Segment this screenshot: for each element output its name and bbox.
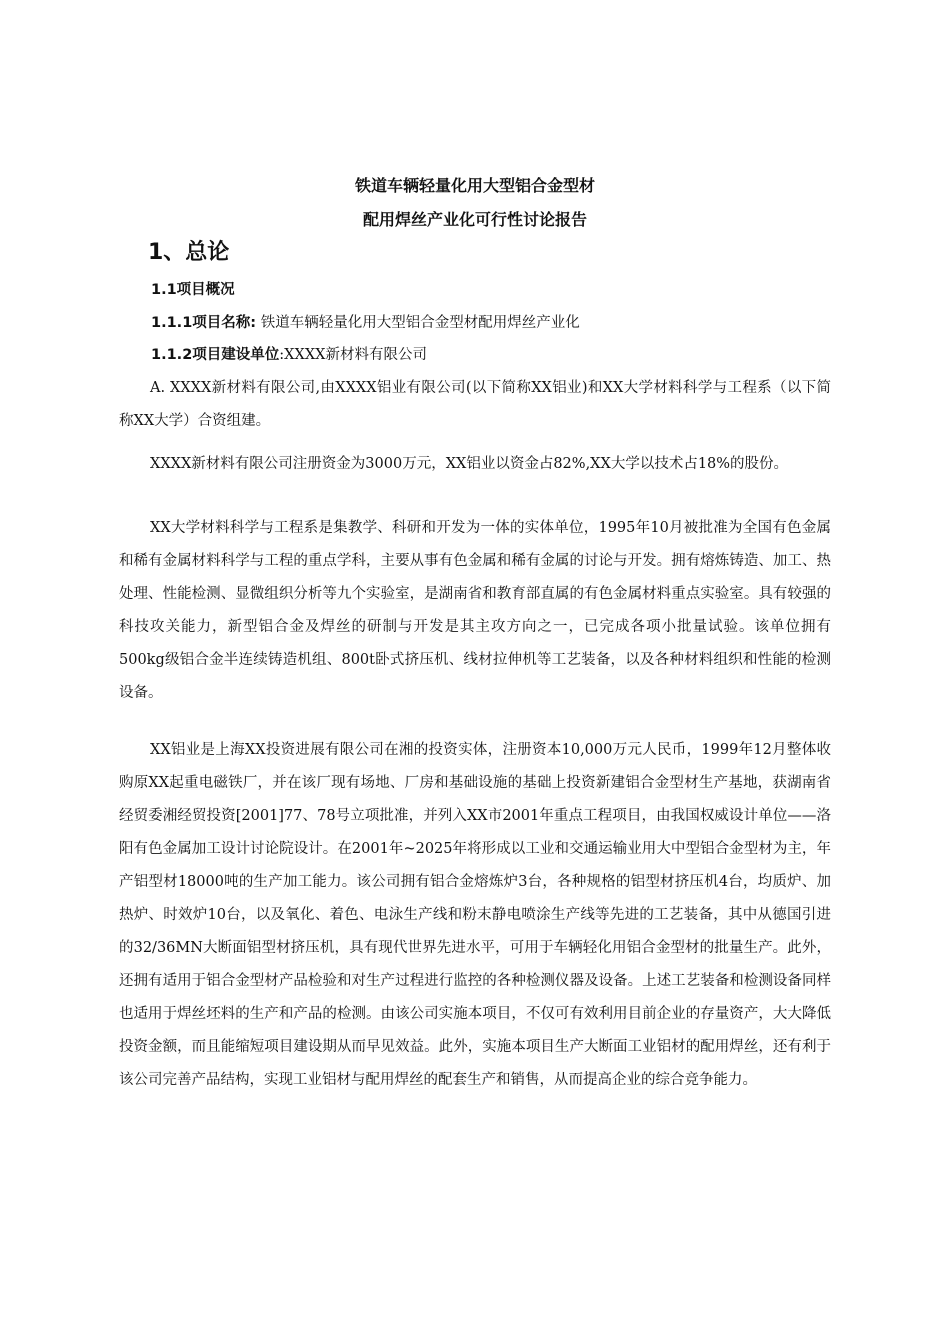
section-heading: 1、总论 xyxy=(148,240,230,265)
construction-unit-value: :XXXX新材料有限公司 xyxy=(279,347,427,363)
project-name-value: 铁道车辆轻量化用大型铝合金型材配用焊丝产业化 xyxy=(256,315,580,331)
project-name-label: 1.1.1项目名称: xyxy=(151,315,257,331)
paragraph-registered-capital: XXXX新材料有限公司注册资金为3000万元，XX铝业以资金占82%,XX大学以技术占18%的股份。 xyxy=(150,456,789,472)
construction-unit-item xyxy=(151,345,427,365)
project-name-item xyxy=(151,313,580,333)
paragraph-university-department: XX大学材料科学与工程系是集教学、科研和开发为一体的实体单位，1995年10月被批准为全国有色金属和稀有金属材料科学与工程的重点学科，主要从事有色金属和稀有金属的讨论与开发。拥有熔炼铸造、加工、热处理、性能检测、显微组织分析等九个实验室，是湖南省和教育部直属的有色金属材料重点实验室。具有较强的科技攻关能力，新型铝合金及焊丝的研制与开发是其主攻方向之一，已完成各项小批量试验。该单位拥有500kg级铝合金半连续铸造机组、800t卧式挤压机、线材拉伸机等工艺装备，以及各种材料组织和性能的检测设备。 xyxy=(119,520,831,701)
subsection-heading: 1.1项目概况 xyxy=(151,282,235,298)
document-title-line-1: 铁道车辆轻量化用大型铝合金型材 xyxy=(354,176,595,195)
document-title-line-2: 配用焊丝产业化可行性讨论报告 xyxy=(362,210,587,229)
construction-unit-label: 1.1.2项目建设单位 xyxy=(151,347,280,363)
paragraph-company-formation: A. XXXX新材料有限公司,由XXXX铝业有限公司(以下简称XX铝业)和XX大学材料科学与工程系（以下简称XX大学）合资组建。 xyxy=(119,380,831,429)
paragraph-aluminum-company: XX铝业是上海XX投资进展有限公司在湘的投资实体，注册资本10,000万元人民币，1999年12月整体收购原XX起重电磁铁厂，并在该厂现有场地、厂房和基础设施的基础上投资新建铝合金型材生产基地，获湖南省经贸委湘经贸投资[2001]77、78号立项批准，并列入XX市2001年重点工程项目，由我国权威设计单位——洛阳有色金属加工设计讨论院设计。在2001年~2025年将形成以工业和交通运输业用大中型铝合金型材为主，年产铝型材18000吨的生产加工能力。该公司拥有铝合金熔炼炉3台，各种规格的铝型材挤压机4台，均质炉、加热炉、时效炉10台，以及氧化、着色、电泳生产线和粉末静电喷涂生产线等先进的工艺装备，其中从德国引进的32/36MN大断面铝型材挤压机，具有现代世界先进水平，可用于车辆轻化用铝合金型材的批量生产。此外，还拥有适用于铝合金型材产品检验和对生产过程进行监控的各种检测仪器及设备。上述工艺装备和检测设备同样也适用于焊丝坯料的生产和产品的检测。由该公司实施本项目，不仅可有效利用目前企业的存量资产，大大降低投资金额，而且能缩短项目建设期从而早见效益。此外，实施本项目生产大断面工业铝材的配用焊丝，还有利于该公司完善产品结构，实现工业铝材与配用焊丝的配套生产和销售，从而提高企业的综合竞争能力。 xyxy=(119,742,831,1088)
